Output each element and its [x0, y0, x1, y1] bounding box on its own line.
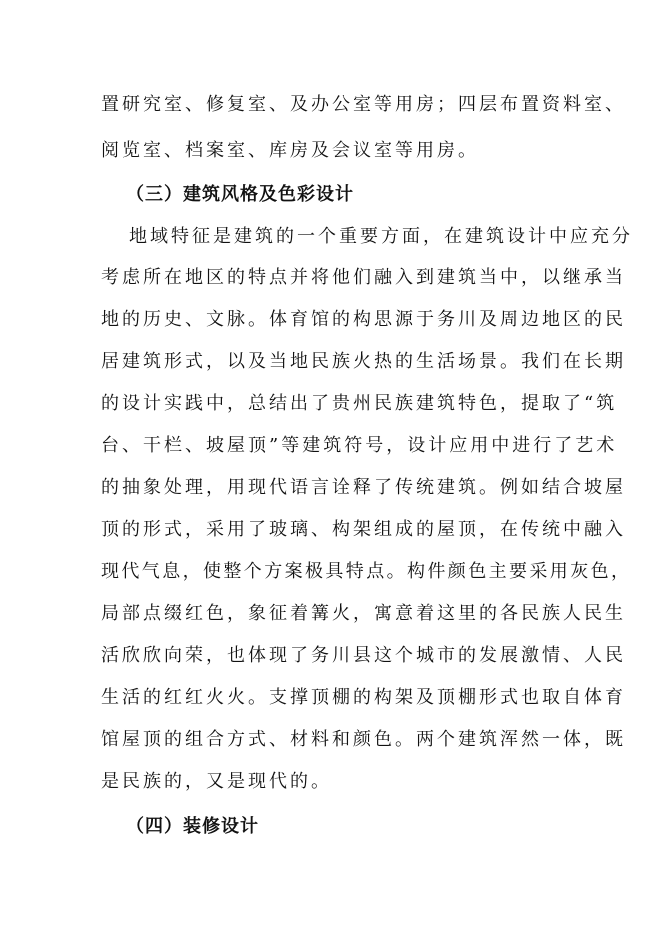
section-heading-4: （四）装修设计 — [126, 816, 259, 837]
text-line: 现代气息，使整个方案极具特点。构件颜色主要采用灰色， — [101, 561, 632, 582]
section-heading-3: （三）建筑风格及色彩设计 — [126, 184, 354, 205]
text-line: 的抽象处理，用现代语言诠释了传统建筑。例如结合坡屋 — [101, 477, 626, 498]
text-line: 馆屋顶的组合方式、材料和颜色。两个建筑浑然一体，既 — [101, 729, 626, 750]
text-line: 局部点缀红色，象征着篝火，寓意着这里的各民族人民生 — [101, 603, 626, 624]
text-line: 活欣欣向荣，也体现了务川县这个城市的发展激情、人民 — [101, 645, 626, 666]
text-line: 台、干栏、坡屋顶”等建筑符号，设计应用中进行了艺术 — [101, 435, 618, 456]
text-line: 阅览室、档案室、库房及会议室等用房。 — [101, 140, 479, 161]
text-line: 居建筑形式，以及当地民族火热的生活场景。我们在长期 — [101, 351, 626, 372]
text-line: 考虑所在地区的特点并将他们融入到建筑当中，以继承当 — [101, 267, 626, 288]
text-line: 地的历史、文脉。体育馆的构思源于务川及周边地区的民 — [101, 309, 626, 330]
text-line: 生活的红红火火。支撑顶棚的构架及顶棚形式也取自体育 — [101, 687, 626, 708]
paragraph-first-line: 地域特征是建筑的一个重要方面，在建筑设计中应充分 — [129, 226, 633, 247]
text-line: 顶的形式，采用了玻璃、构架组成的屋顶，在传统中融入 — [101, 519, 626, 540]
text-line: 是民族的，又是现代的。 — [101, 771, 332, 792]
text-line: 的设计实践中，总结出了贵州民族建筑特色，提取了“筑 — [101, 393, 618, 414]
text-line: 置研究室、修复室、及办公室等用房；四层布置资料室、 — [101, 94, 626, 115]
